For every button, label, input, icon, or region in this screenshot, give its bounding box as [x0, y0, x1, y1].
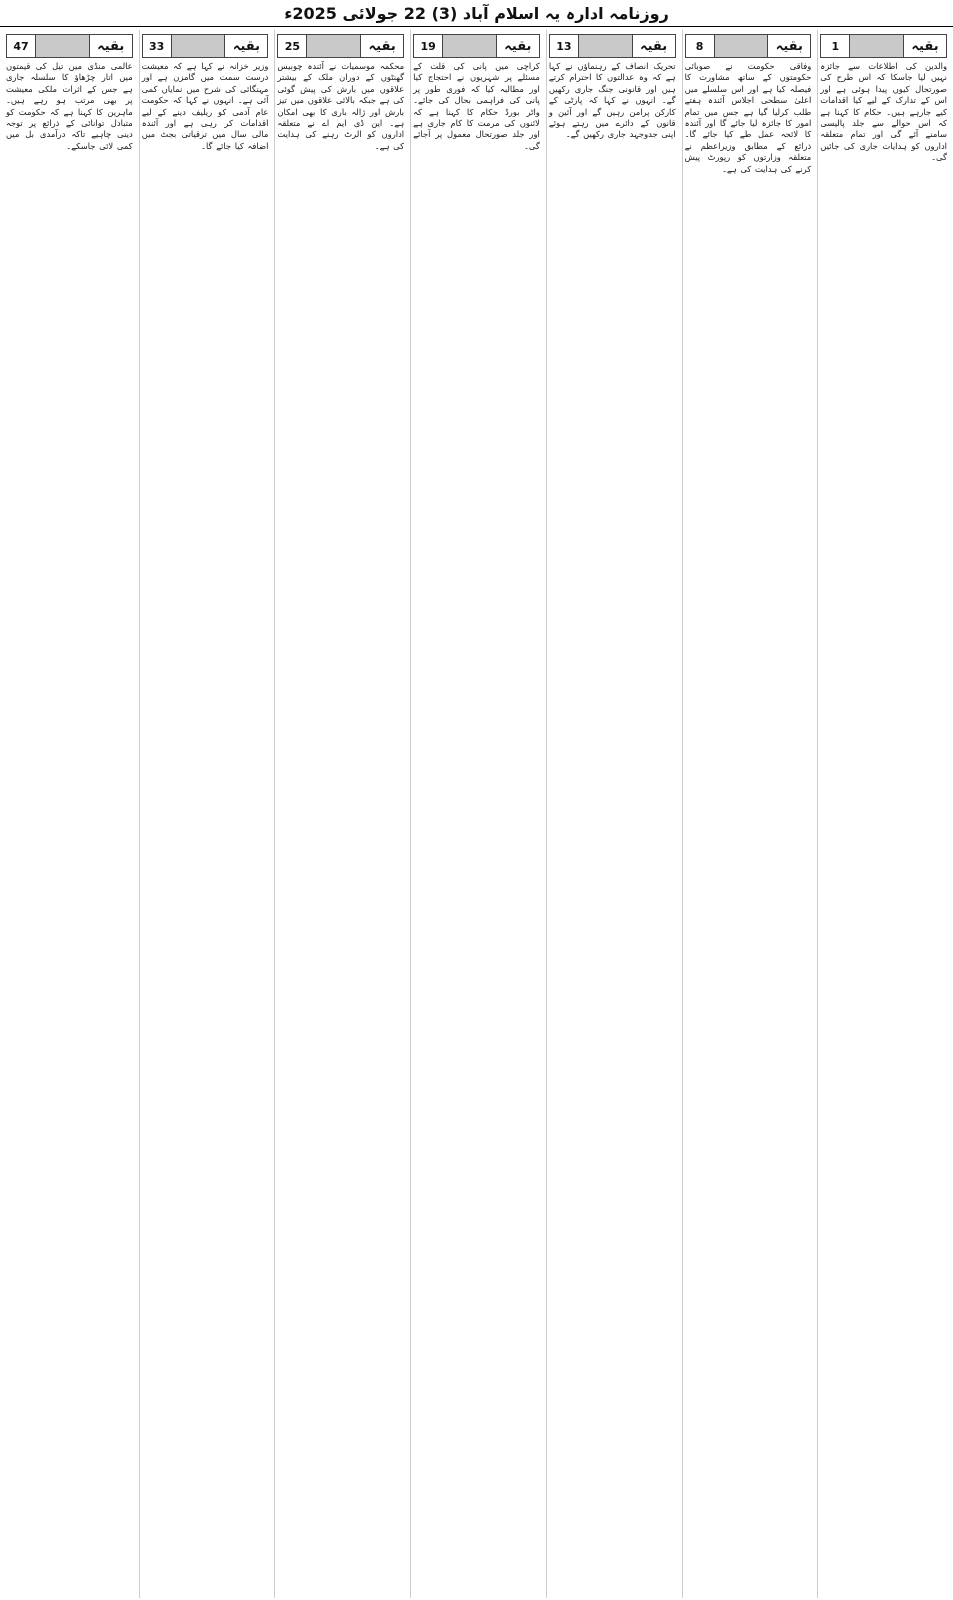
story-heading — [142, 34, 269, 58]
story-number: 47 — [7, 35, 36, 57]
story-number: 8 — [686, 35, 715, 57]
story-number: 33 — [143, 35, 172, 57]
story-heading — [820, 34, 947, 58]
story-number: 25 — [278, 35, 307, 57]
heading-fill — [443, 35, 496, 57]
masthead-title: روزنامہ ادارہ یہ اسلام آباد (3) 22 جولائی 2025ء — [284, 3, 669, 23]
story-body: وزیر خزانہ نے کہا ہے کہ معیشت درست سمت میں گامزن ہے اور مہنگائی کی شرح میں نمایاں کمی آئی ہے۔ انہوں نے کہا کہ حکومت عام آدمی کو ریلیف دینے کے لیے اقدامات کر رہی ہے اور آئندہ مالی سال میں ترقیاتی بجٹ میں اضافہ کیا جائے گا۔ — [141, 61, 269, 151]
continued-label: بقیہ — [360, 35, 403, 57]
newspaper-page — [0, 30, 953, 1598]
heading-fill — [579, 35, 632, 57]
story — [6, 34, 133, 152]
continued-label: بقیہ — [89, 35, 132, 57]
story-body: والدین کی اطلاعات سے جائزہ نہیں لیا جاسکا کہ اس طرح کی صورتحال کیوں پیدا ہوئی ہے اور اس کے تدارک کے لیے کیا اقدامات کیے جارہے ہیں۔ حکام کا کہنا ہے کہ اس حوالے سے جلد پالیسی سامنے آئے گی اور تمام متعلقہ اداروں کو ہدایات جاری کی جائیں گی۔ — [820, 61, 947, 163]
story — [549, 34, 676, 141]
story-body: تحریک انصاف کے رہنماؤں نے کہا ہے کہ وہ عدالتوں کا احترام کرتے ہیں اور قانونی جنگ جاری رکھیں گے۔ انہوں نے کہا کہ پارٹی کے کارکن پرامن رہیں گے اور آئین و قانون کے دائرے میں رہتے ہوئے اپنی جدوجہد جاری رکھیں گے۔ — [548, 61, 676, 140]
continued-label: بقیہ — [224, 35, 267, 57]
heading-fill — [715, 35, 768, 57]
heading-fill — [36, 35, 89, 57]
story-heading — [6, 34, 133, 58]
story-body: وفاقی حکومت نے صوبائی حکومتوں کے ساتھ مشاورت کا فیصلہ کیا ہے اور اس سلسلے میں اعلیٰ سطحی اجلاس آئندہ ہفتے طلب کرلیا گیا ہے جس میں تمام امور کا جائزہ لیا جائے گا اور آئندہ کا لائحہ عمل طے کیا جائے گا۔ ذرائع کے مطابق وزیراعظم نے متعلقہ وزارتوں کو رپورٹ پیش کرنے کی ہدایت کی ہے۔ — [684, 61, 812, 174]
story-heading — [277, 34, 404, 58]
column-1 — [817, 30, 949, 1598]
column-7 — [4, 30, 135, 1598]
story-heading — [549, 34, 676, 58]
continued-label: بقیہ — [496, 35, 539, 57]
column-6 — [139, 30, 271, 1598]
column-2 — [682, 30, 814, 1598]
story-body: کراچی میں پانی کی قلت کے مسئلے پر شہریوں نے احتجاج کیا اور مطالبہ کیا کہ فوری طور پر پانی کی فراہمی بحال کی جائے۔ واٹر بورڈ حکام کا کہنا ہے کہ لائنوں کی مرمت کا کام جاری ہے اور جلد صورتحال معمول پر آجائے گی۔ — [413, 61, 540, 151]
heading-fill — [307, 35, 360, 57]
story — [413, 34, 540, 152]
masthead — [0, 0, 953, 27]
story-number: 19 — [414, 35, 443, 57]
heading-fill — [850, 35, 903, 57]
continued-label: بقیہ — [632, 35, 675, 57]
story-number: 13 — [550, 35, 579, 57]
story-heading — [413, 34, 540, 58]
heading-fill — [172, 35, 225, 57]
story-body: عالمی منڈی میں تیل کی قیمتوں میں اتار چڑھاؤ کا سلسلہ جاری ہے جس کے اثرات ملکی معیشت پر بھی مرتب ہو رہے ہیں۔ ماہرین کا کہنا ہے کہ حکومت کو متبادل توانائی کے ذرائع پر توجہ دینی چاہیے تاکہ درآمدی بل میں کمی لائی جاسکے۔ — [5, 61, 133, 151]
story — [685, 34, 812, 175]
column-5 — [274, 30, 406, 1598]
story — [142, 34, 269, 152]
story-heading — [685, 34, 812, 58]
story — [277, 34, 404, 152]
story — [820, 34, 947, 164]
story-body: محکمہ موسمیات نے آئندہ چوبیس گھنٹوں کے دوران ملک کے بیشتر علاقوں میں بارش کی پیش گوئی کی ہے جبکہ بالائی علاقوں میں تیز بارش اور ژالہ باری کا بھی امکان ہے۔ این ڈی ایم اے نے متعلقہ اداروں کو الرٹ رہنے کی ہدایت کی ہے۔ — [277, 61, 405, 151]
column-4 — [410, 30, 542, 1598]
continued-label: بقیہ — [767, 35, 810, 57]
column-3 — [546, 30, 678, 1598]
continued-label: بقیہ — [903, 35, 946, 57]
story-number: 1 — [821, 35, 850, 57]
